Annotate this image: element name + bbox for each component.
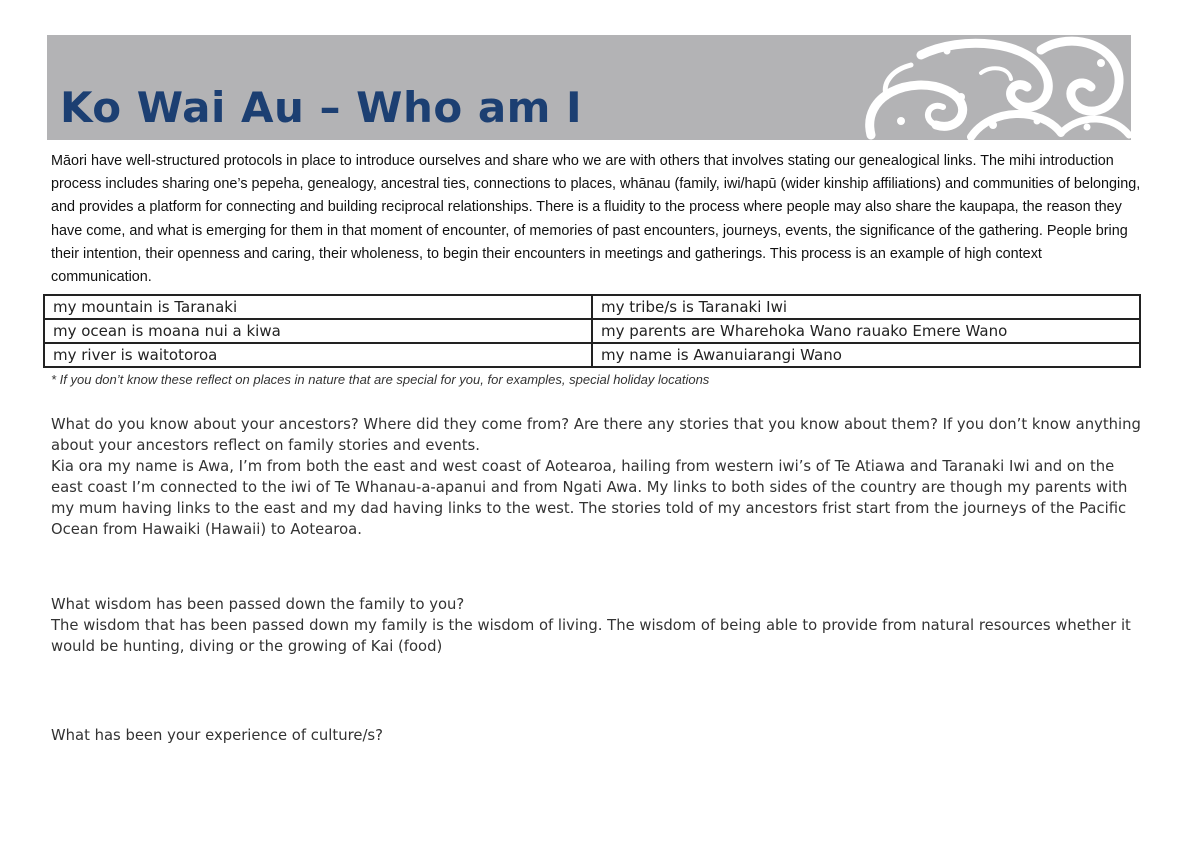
table-cell-name: my name is Awanuiarangi Wano — [592, 343, 1140, 367]
ancestors-answer: Kia ora my name is Awa, I’m from both the east and west coast of Aotearoa, hailing from western iwi’s of Te Atiawa and Taranaki Iwi and on the east coast I’m connected to the iwi of Te Whanau-a-apanui and from Ngati Awa. My links to both sides of the country are though my parents with my mum having links to the east and my dad having links to the west. The stories told of my ancestors frist start from the journeys of the Pacific Ocean from Hawaiki (Hawaii) to Aotearoa. — [51, 458, 1128, 538]
culture-question: What has been your experience of culture/s? — [51, 727, 383, 744]
table-cell-river: my river is waitotoroa — [44, 343, 592, 367]
ancestors-section — [51, 414, 1146, 540]
pepeha-table — [43, 294, 1141, 368]
table-cell-tribe: my tribe/s is Taranaki Iwi — [592, 295, 1140, 319]
maori-koru-pattern-decoration — [851, 35, 1131, 140]
intro-paragraph: Māori have well-structured protocols in place to introduce ourselves and share who we are with others that involves stating our genealogical links. The mihi introduction process includes sharing one’s pepeha, genealogy, ancestral ties, connections to places, whānau (family, iwi/hapū (wider kinship affiliations) and communities of belonging, and provides a platform for connecting and building reciprocal relationships. There is a fluidity to the process where people may also share the kaupapa, the reason they have come, and what is emerging for them in that moment of encounter, of memories of past encounters, journeys, events, the significance of the gathering. People bring their intention, their openness and caring, their wholeness, to begin their encounters in meetings and gatherings. This process is an example of high context communication. — [51, 153, 1141, 286]
table-footnote: * If you don’t know these reflect on places in nature that are special for you, for examples, special holiday locations — [51, 372, 710, 387]
wisdom-section — [51, 594, 1146, 657]
table-row — [44, 343, 1140, 367]
table-cell-ocean: my ocean is moana nui a kiwa — [44, 319, 592, 343]
culture-section — [51, 725, 1146, 746]
wisdom-question: What wisdom has been passed down the family to you? — [51, 596, 465, 613]
wisdom-answer: The wisdom that has been passed down my family is the wisdom of living. The wisdom of being able to provide from natural resources whether it would be hunting, diving or the growing of Kai (food) — [51, 617, 1131, 655]
page-title: Ko Wai Au – Who am I — [60, 83, 583, 132]
table-cell-parents: my parents are Wharehoka Wano rauako Emere Wano — [592, 319, 1140, 343]
table-row — [44, 319, 1140, 343]
header-banner — [47, 35, 1131, 140]
ancestors-question: What do you know about your ancestors? Where did they come from? Are there any stories that you know about them? If you don’t know anything about your ancestors reflect on family stories and events. — [51, 416, 1141, 454]
table-row — [44, 295, 1140, 319]
table-cell-mountain: my mountain is Taranaki — [44, 295, 592, 319]
